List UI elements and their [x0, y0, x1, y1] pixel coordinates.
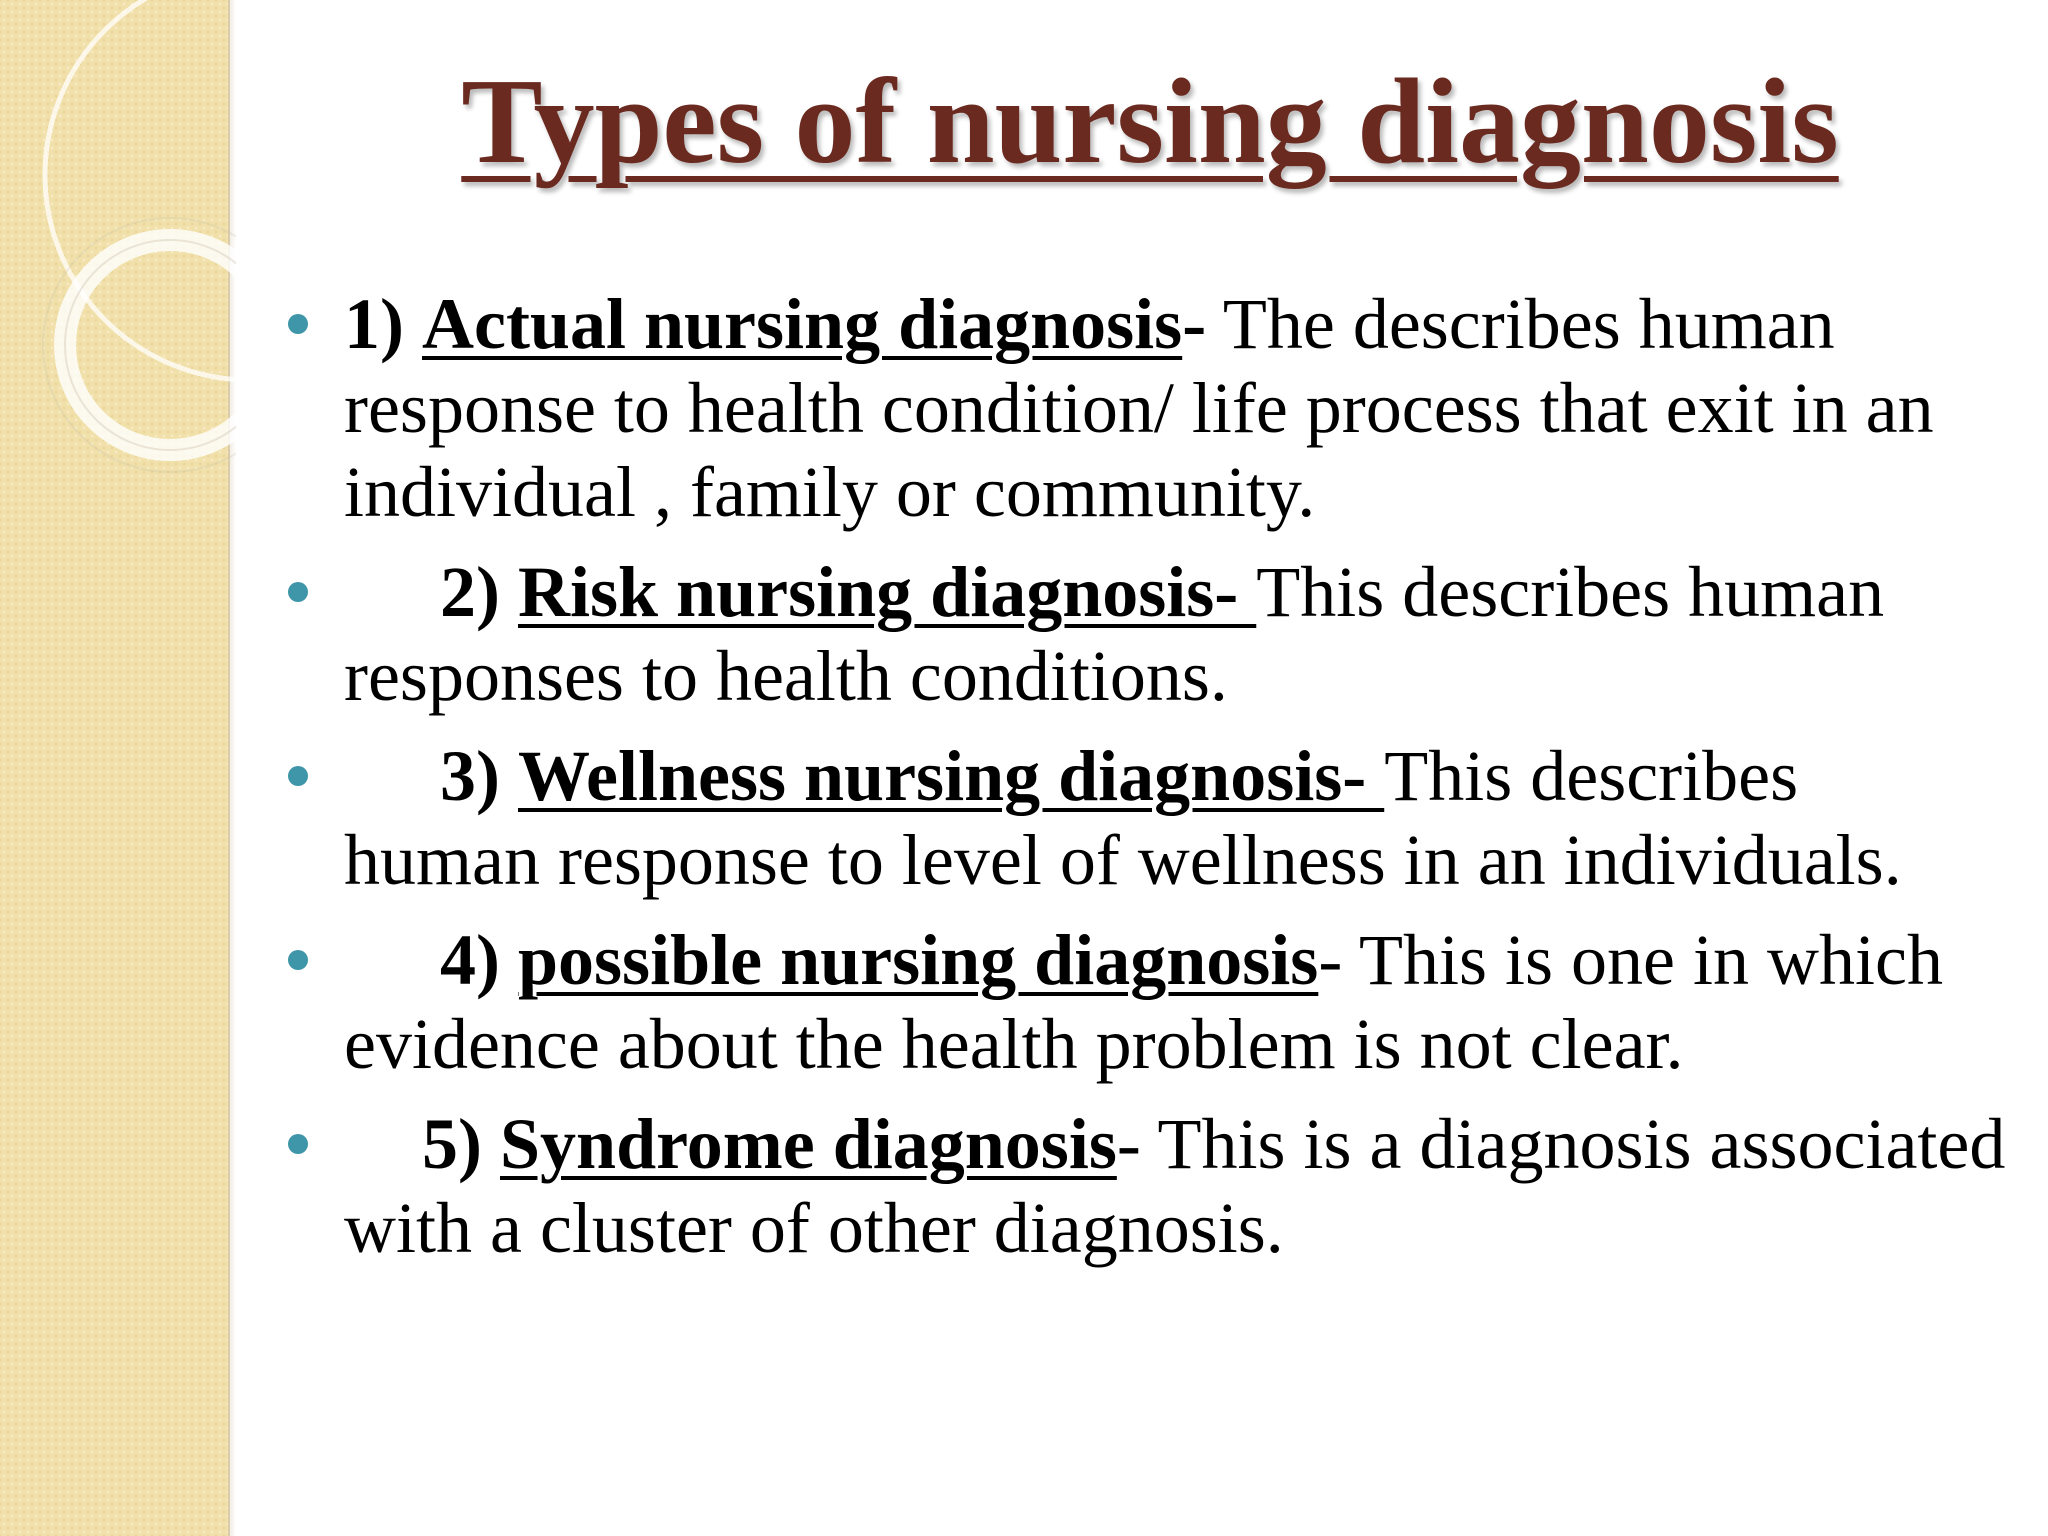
item-term: possible nursing diagnosis	[517, 920, 1319, 1000]
bullet-dot-icon	[288, 1134, 308, 1154]
bullet-item-syndrome	[282, 1102, 2012, 1270]
item-description: This describes human response to level of wellness in an individuals.	[344, 736, 1902, 900]
item-number: 4)	[440, 920, 500, 1000]
item-term: Actual nursing diagnosis	[421, 284, 1183, 364]
item-dash: -	[1182, 284, 1207, 364]
slide-title: Types of nursing diagnosis	[461, 54, 1839, 189]
bullet-dot-icon	[288, 950, 308, 970]
bullet-dot-icon	[288, 314, 308, 334]
bullet-item-risk	[282, 550, 2012, 718]
item-number: 3)	[440, 736, 500, 816]
decorative-rings	[0, 0, 236, 520]
item-term: Syndrome diagnosis	[499, 1104, 1117, 1184]
item-dash: -	[1318, 920, 1343, 1000]
bullet-item-possible	[282, 918, 2012, 1086]
item-term: Risk nursing diagnosis-	[517, 552, 1257, 632]
bullet-dot-icon	[288, 766, 308, 786]
item-number: 1)	[344, 284, 404, 364]
item-number: 5)	[422, 1104, 482, 1184]
item-description: This describes human responses to health conditions.	[344, 552, 1885, 716]
bullet-item-actual	[282, 282, 2012, 534]
item-dash: -	[1116, 1104, 1141, 1184]
item-description: The describes human response to health condition/ life process that exit in an individual , family or community.	[344, 284, 1934, 532]
item-description: This is a diagnosis associated with a cluster of other diagnosis.	[344, 1104, 2006, 1268]
item-description: This is one in which evidence about the health problem is not clear.	[344, 920, 1943, 1084]
bullet-item-wellness	[282, 734, 2012, 902]
item-term: Wellness nursing diagnosis-	[517, 736, 1385, 816]
bullet-dot-icon	[288, 582, 308, 602]
item-number: 2)	[440, 552, 500, 632]
bullet-list	[282, 282, 2012, 1286]
